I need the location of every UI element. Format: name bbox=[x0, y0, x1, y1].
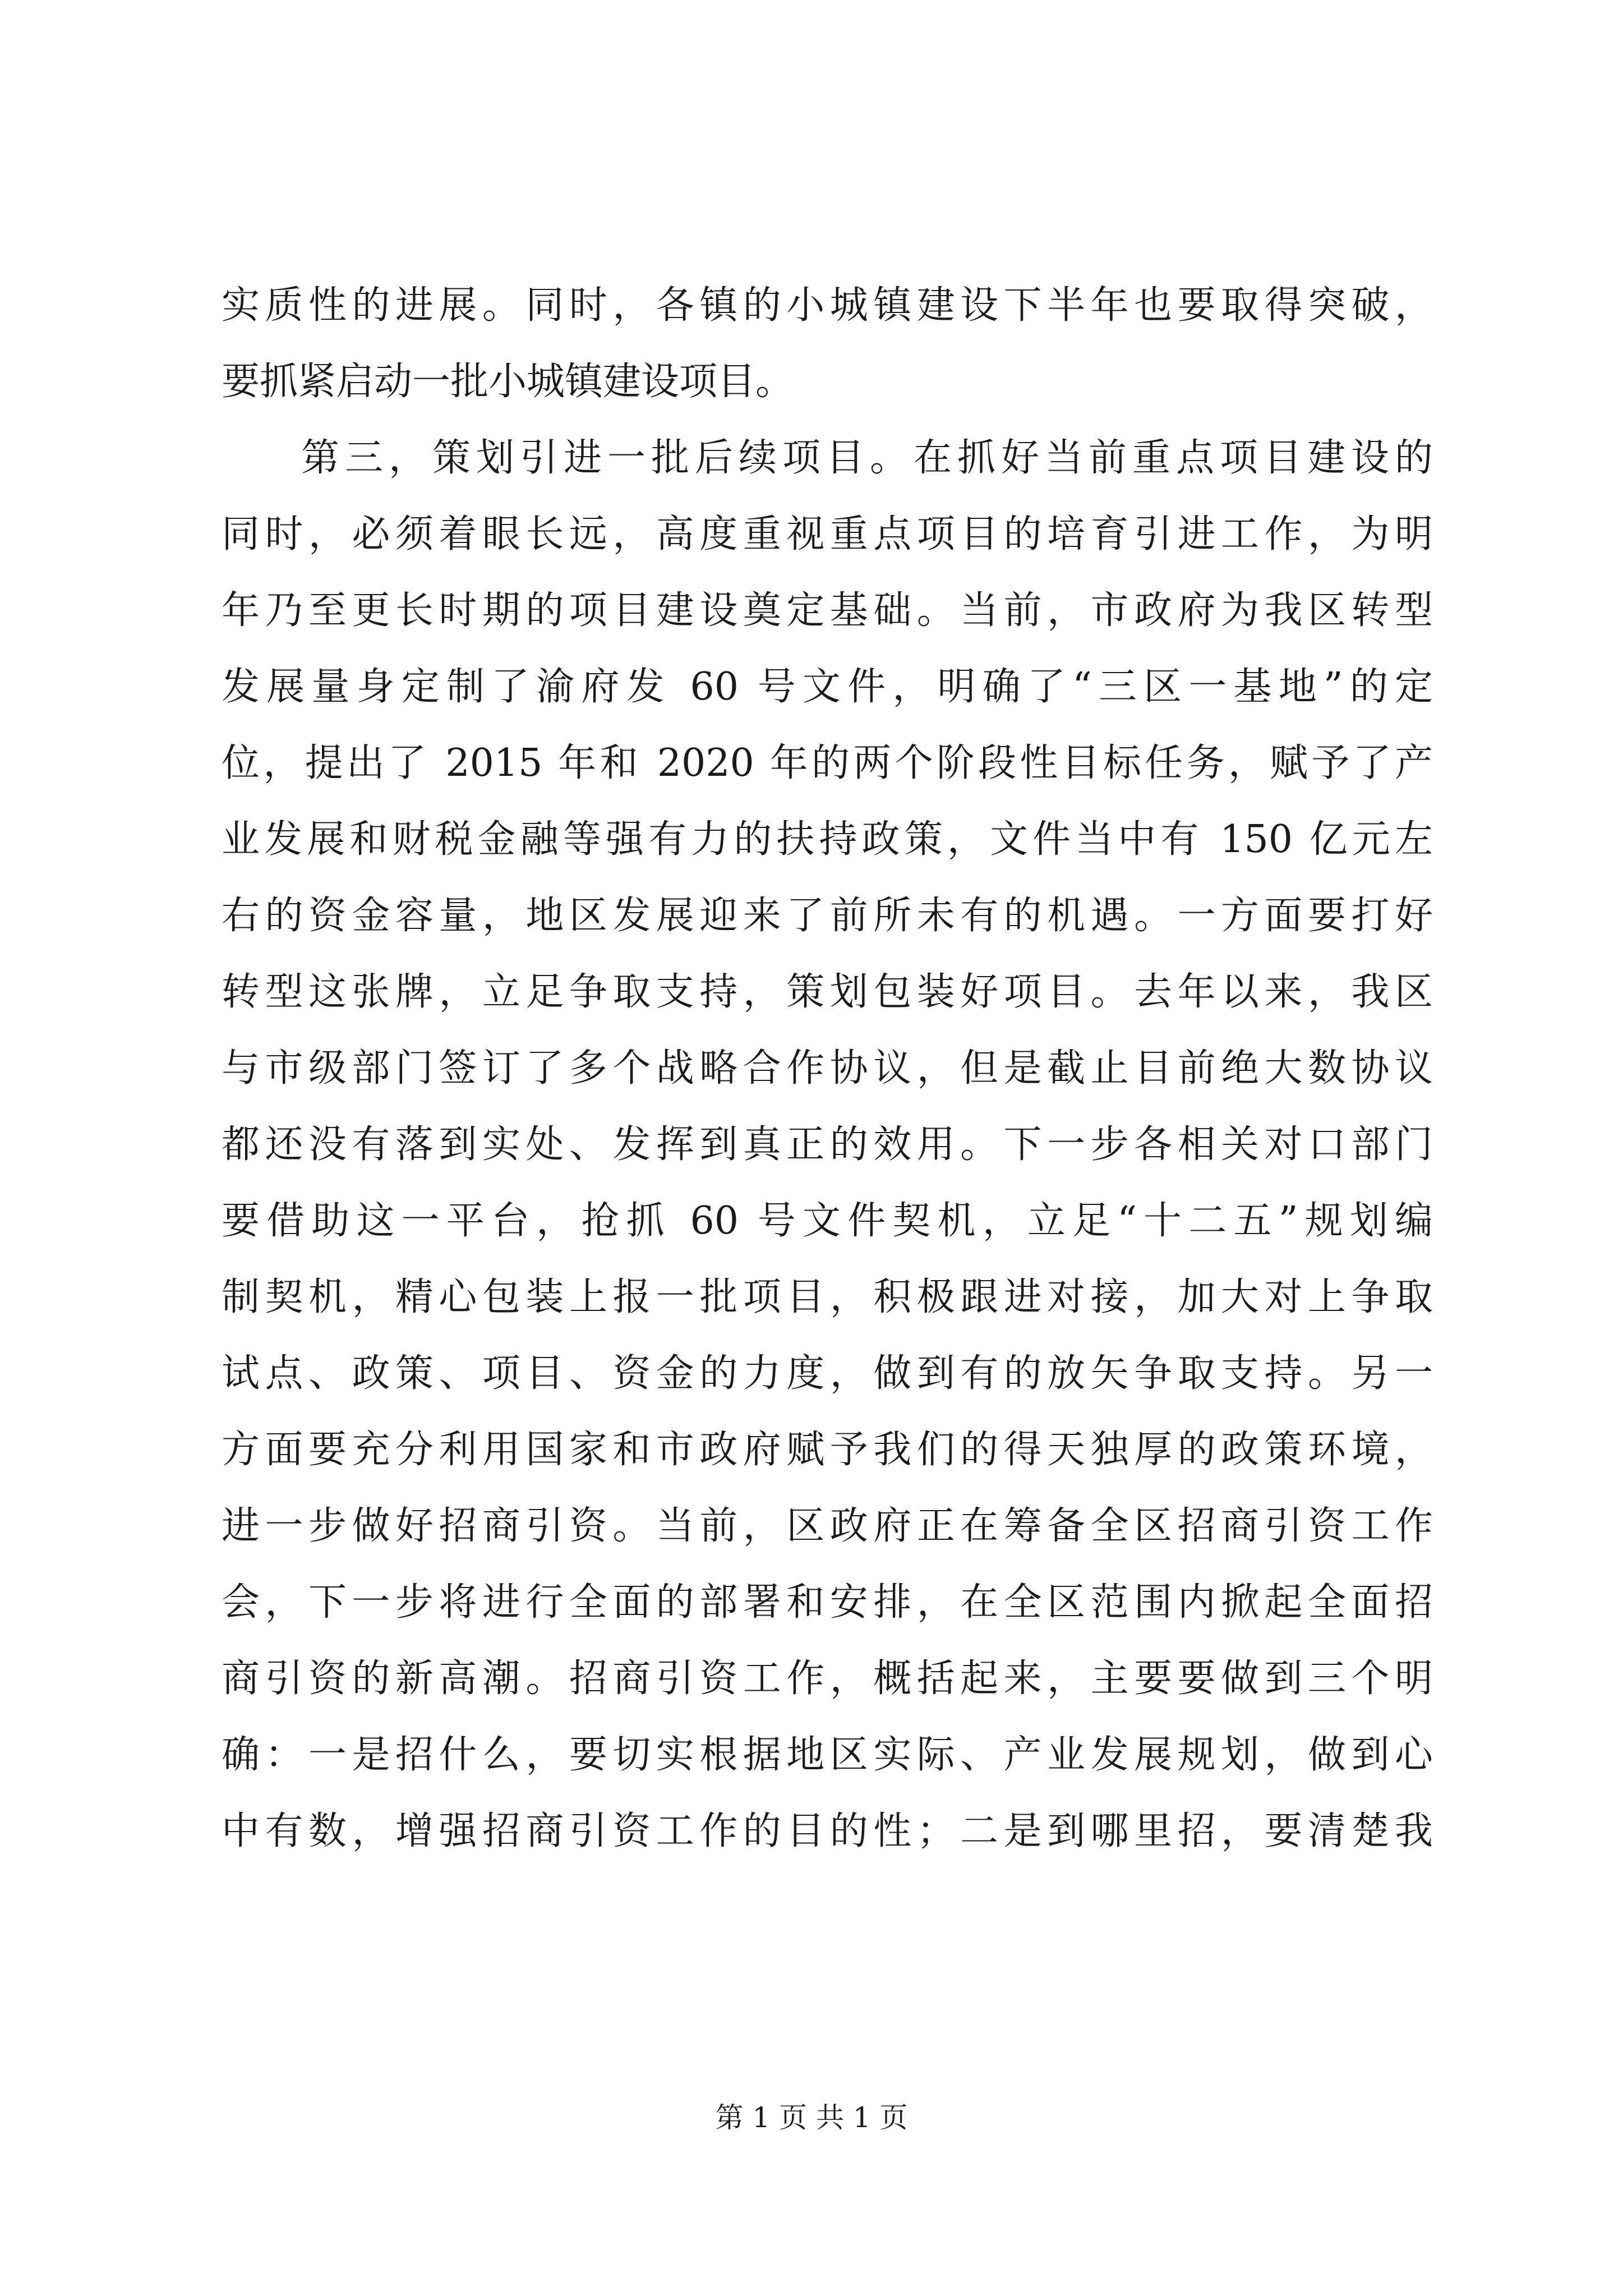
paragraph-line: 第三，策划引进一批后续项目。在抓好当前重点项目建设的 bbox=[301, 436, 1433, 480]
paragraph-line: 要借助这一平台，抢抓 60 号文件契机，立足“十二五”规划编 bbox=[222, 1199, 1433, 1243]
paragraph-line: 同时，必须着眼长远，高度重视重点项目的培育引进工作，为明 bbox=[222, 512, 1433, 556]
paragraph-line: 年乃至更长时期的项目建设奠定基础。当前，市政府为我区转型 bbox=[222, 588, 1433, 633]
paragraph-line: 中有数，增强招商引资工作的目的性；二是到哪里招，要清楚我 bbox=[222, 1809, 1433, 1853]
paragraph-line: 与市级部门签订了多个战略合作协议，但是截止目前绝大数协议 bbox=[222, 1046, 1433, 1091]
paragraph-line: 制契机，精心包装上报一批项目，积极跟进对接，加大对上争取 bbox=[222, 1275, 1433, 1319]
paragraph-line: 商引资的新高潮。招商引资工作，概括起来，主要要做到三个明 bbox=[222, 1657, 1433, 1701]
paragraph-line: 位，提出了 2015 年和 2020 年的两个阶段性目标任务，赋予了产 bbox=[222, 741, 1433, 785]
paragraph-line: 试点、政策、项目、资金的力度，做到有的放矢争取支持。另一 bbox=[222, 1351, 1433, 1396]
paragraph-line: 转型这张牌，立足争取支持，策划包装好项目。去年以来，我区 bbox=[222, 970, 1433, 1014]
paragraph-line: 要抓紧启动一批小城镇建设项目。 bbox=[222, 360, 794, 404]
page-number-footer: 第 1 页 共 1 页 bbox=[715, 2101, 908, 2134]
paragraph-line: 右的资金容量，地区发展迎来了前所未有的机遇。一方面要打好 bbox=[222, 894, 1433, 938]
paragraph-line: 会，下一步将进行全面的部署和安排，在全区范围内掀起全面招 bbox=[222, 1580, 1433, 1625]
paragraph-line: 方面要充分利用国家和市政府赋予我们的得天独厚的政策环境， bbox=[222, 1428, 1433, 1472]
paragraph-line: 发展量身定制了渝府发 60 号文件，明确了“三区一基地”的定 bbox=[222, 665, 1433, 709]
paragraph-line: 业发展和财税金融等强有力的扶持政策，文件当中有 150 亿元左 bbox=[222, 817, 1433, 862]
paragraph-line: 确：一是招什么，要切实根据地区实际、产业发展规划，做到心 bbox=[222, 1733, 1433, 1777]
paragraph-line: 实质性的进展。同时，各镇的小城镇建设下半年也要取得突破， bbox=[222, 283, 1433, 328]
paragraph-line: 进一步做好招商引资。当前，区政府正在筹备全区招商引资工作 bbox=[222, 1504, 1433, 1548]
paragraph-line: 都还没有落到实处、发挥到真正的效用。下一步各相关对口部门 bbox=[222, 1122, 1433, 1167]
